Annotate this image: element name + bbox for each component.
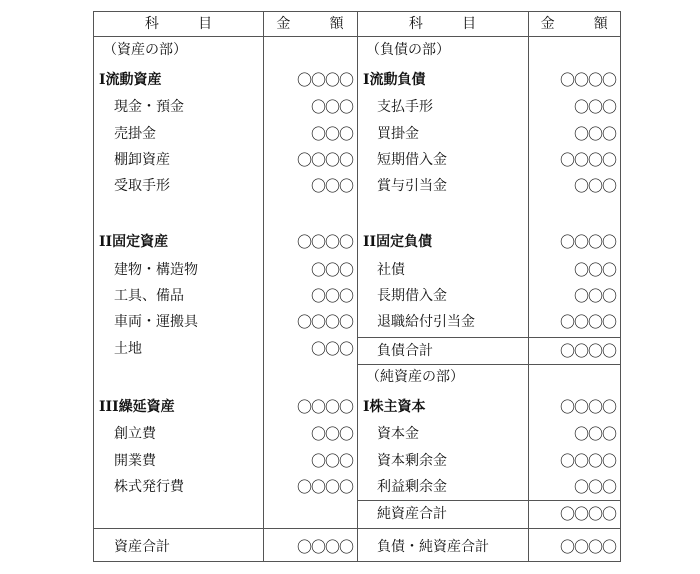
liabilities-total-amount: 〇〇〇〇 [559, 342, 616, 360]
row-divider [94, 528, 620, 529]
liability-item-amount: 〇〇〇 [573, 125, 616, 143]
deferred-assets-heading: III繰延資産 [99, 399, 175, 415]
asset-item-label: 土地 [114, 341, 142, 357]
equity-total-label: 純資産合計 [377, 506, 447, 522]
asset-item-amount: 〇〇〇〇 [296, 313, 353, 331]
header-divider [94, 36, 620, 37]
liabilities-section-label: （負債の部） [366, 42, 450, 58]
asset-item-label: 売掛金 [114, 126, 156, 142]
column-header-amount: 金 額 [276, 16, 357, 32]
equity-item-amount: 〇〇〇〇 [559, 452, 616, 470]
current-assets-heading: I流動資産 [99, 72, 162, 88]
equity-section-label: （純資産の部） [366, 369, 464, 385]
liability-item-label: 賞与引当金 [377, 178, 447, 194]
asset-item-label: 工具、備品 [114, 288, 184, 304]
liabilities-equity-total-label: 負債・純資産合計 [377, 539, 489, 555]
equity-item-label: 利益剰余金 [377, 479, 447, 495]
equity-total-amount: 〇〇〇〇 [559, 505, 616, 523]
liability-item-label: 短期借入金 [377, 152, 447, 168]
deferred-assets-amount: 〇〇〇〇 [296, 398, 353, 416]
liability-item-amount: 〇〇〇 [573, 98, 616, 116]
equity-item-label: 資本金 [377, 426, 419, 442]
column-header-item: 科 目 [408, 16, 489, 32]
equity-item-amount: 〇〇〇 [573, 425, 616, 443]
liability-item-amount: 〇〇〇 [573, 177, 616, 195]
asset-item-label: 建物・構造物 [114, 262, 198, 278]
equity-item-amount: 〇〇〇 [573, 478, 616, 496]
asset-item-label: 株式発行費 [114, 479, 184, 495]
liability-item-label: 退職給付引当金 [377, 314, 475, 330]
asset-item-amount: 〇〇〇 [310, 340, 353, 358]
current-assets-amount: 〇〇〇〇 [296, 71, 353, 89]
liability-item-amount: 〇〇〇〇 [559, 151, 616, 169]
balance-sheet-table [93, 11, 621, 562]
fixed-liabilities-heading: II固定負債 [363, 234, 433, 250]
liability-item-amount: 〇〇〇 [573, 287, 616, 305]
liability-item-label: 社債 [377, 262, 405, 278]
asset-item-amount: 〇〇〇 [310, 125, 353, 143]
fixed-assets-heading: II固定資産 [99, 234, 169, 250]
asset-item-amount: 〇〇〇 [310, 452, 353, 470]
liability-item-label: 買掛金 [377, 126, 419, 142]
asset-item-label: 開業費 [114, 453, 156, 469]
asset-item-amount: 〇〇〇 [310, 98, 353, 116]
liabilities-equity-total-amount: 〇〇〇〇 [559, 538, 616, 556]
liability-item-label: 支払手形 [377, 99, 433, 115]
assets-total-label: 資産合計 [114, 539, 170, 555]
liability-item-amount: 〇〇〇 [573, 261, 616, 279]
asset-item-label: 創立費 [114, 426, 156, 442]
asset-item-label: 車両・運搬具 [114, 314, 198, 330]
shareholders-equity-heading: I株主資本 [363, 399, 426, 415]
asset-item-amount: 〇〇〇 [310, 287, 353, 305]
column-header-item: 科 目 [144, 16, 225, 32]
assets-total-amount: 〇〇〇〇 [296, 538, 353, 556]
column-header-amount: 金 額 [540, 16, 621, 32]
liability-item-label: 長期借入金 [377, 288, 447, 304]
shareholders-equity-amount: 〇〇〇〇 [559, 398, 616, 416]
asset-item-label: 受取手形 [114, 178, 170, 194]
equity-item-label: 資本剰余金 [377, 453, 447, 469]
assets-section-label: （資産の部） [103, 42, 187, 58]
liabilities-total-label: 負債合計 [377, 343, 433, 359]
row-divider [357, 500, 620, 501]
row-divider [357, 337, 620, 338]
asset-item-amount: 〇〇〇〇 [296, 478, 353, 496]
fixed-liabilities-amount: 〇〇〇〇 [559, 233, 616, 251]
asset-item-amount: 〇〇〇 [310, 177, 353, 195]
asset-item-label: 棚卸資産 [114, 152, 170, 168]
asset-item-amount: 〇〇〇 [310, 425, 353, 443]
fixed-assets-amount: 〇〇〇〇 [296, 233, 353, 251]
current-liabilities-heading: I流動負債 [363, 72, 426, 88]
asset-item-amount: 〇〇〇〇 [296, 151, 353, 169]
asset-item-label: 現金・預金 [114, 99, 184, 115]
current-liabilities-amount: 〇〇〇〇 [559, 71, 616, 89]
asset-item-amount: 〇〇〇 [310, 261, 353, 279]
liability-item-amount: 〇〇〇〇 [559, 313, 616, 331]
